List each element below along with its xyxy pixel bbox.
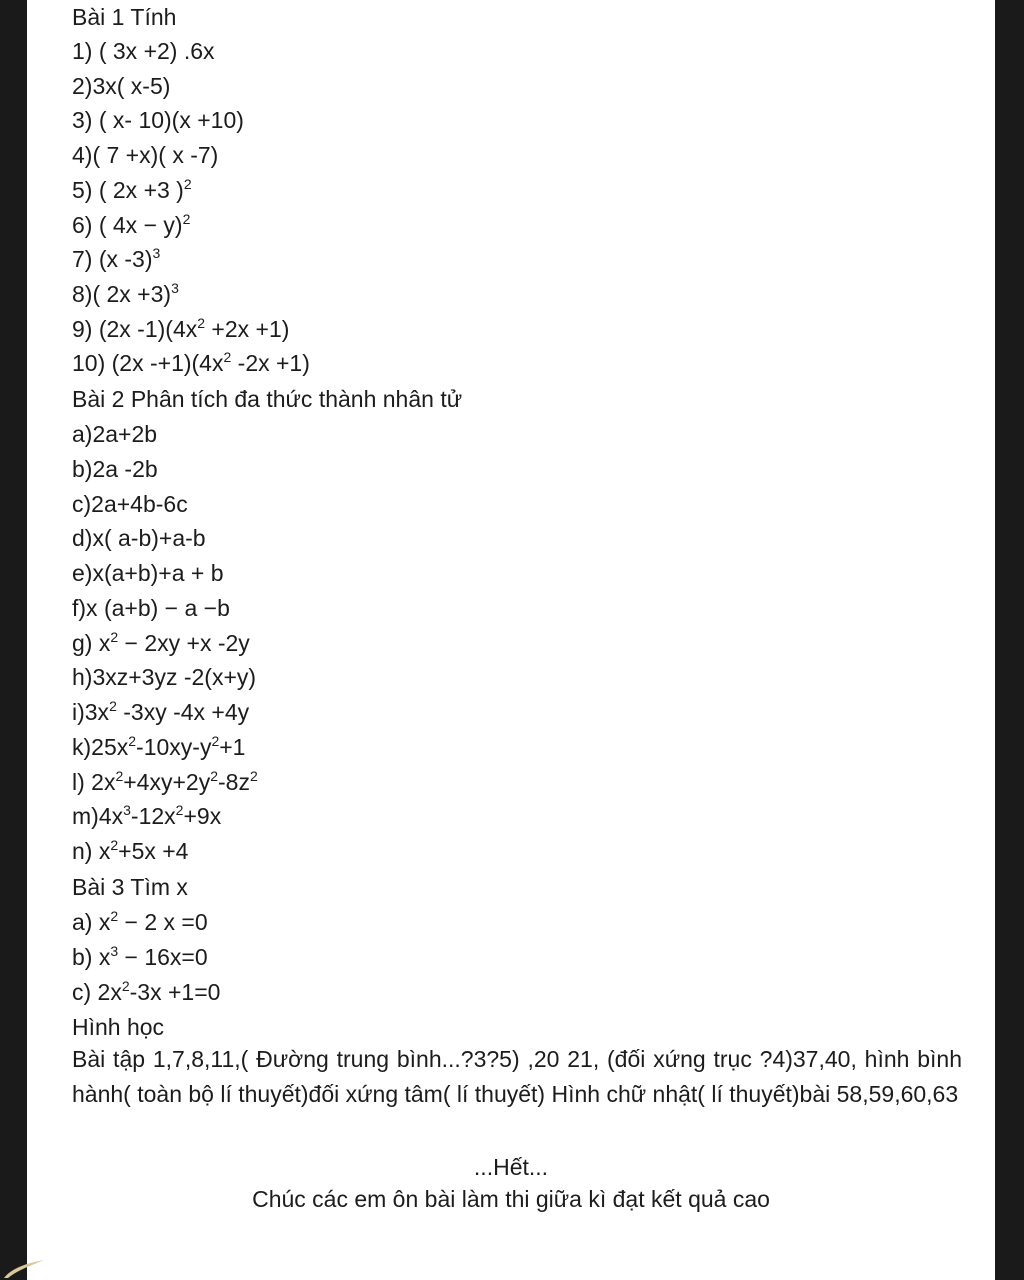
exponent: 2 xyxy=(183,175,192,192)
expression-text: b) x xyxy=(72,944,111,970)
bai2-item xyxy=(72,801,221,831)
bai2-item xyxy=(72,419,157,449)
bai3-title: Bài 3 Tìm x xyxy=(72,874,188,900)
exponent: 2 xyxy=(223,349,232,366)
expression-text: -3xy -4x +4y xyxy=(116,699,250,725)
expression-text: b)2a -2b xyxy=(72,455,158,482)
expression-text: m)4x xyxy=(72,803,124,830)
bai3-item xyxy=(72,977,220,1007)
bai1-item xyxy=(72,140,218,170)
exponent: 2 xyxy=(210,767,218,784)
exponent: 2 xyxy=(197,314,206,331)
expression-text: − 16x=0 xyxy=(118,944,208,970)
bai1-item xyxy=(72,314,289,344)
expression-text: c) 2x xyxy=(72,979,122,1005)
bai3-item xyxy=(72,942,208,972)
bai2-item xyxy=(72,628,250,658)
exponent: 3 xyxy=(123,802,131,819)
exponent: 2 xyxy=(115,767,124,784)
expression-text: +1 xyxy=(219,733,246,760)
expression-text: h)3xz+3yz -2(x+y) xyxy=(72,664,257,691)
bai1-item xyxy=(72,36,215,66)
expression-text: k)25x xyxy=(72,733,129,760)
bai1-item xyxy=(72,244,160,274)
end-text: ...Hết... xyxy=(473,1154,549,1180)
expression-text: − 2xy +x -2y xyxy=(118,629,250,656)
expression-text: c)2a+4b-6c xyxy=(72,490,188,517)
expression-text: 10) (2x -+1)(4x xyxy=(72,350,224,377)
exponent: 3 xyxy=(152,245,161,262)
hinh-hoc-title: Hình học xyxy=(72,1014,165,1040)
exponent: 3 xyxy=(110,943,119,959)
exponent: 2 xyxy=(182,210,191,227)
expression-text: i)3x xyxy=(72,699,110,725)
exponent: 2 xyxy=(110,628,119,645)
expression-text: -3x +1=0 xyxy=(129,979,221,1005)
bai1-item xyxy=(72,71,170,101)
hinh-hoc-text: Bài tập 1,7,8,11,( Đường trung bình...?3?5) ,20 21, (đối xứng trục ?4)37,40, hình bình hành( toàn bộ lí thuyết)đối xứng tâm( lí thuyết) Hình chữ nhật( lí thuyết)bài 58,59,60,63 xyxy=(72,1046,962,1107)
bai1-item xyxy=(72,105,244,135)
bai2-item xyxy=(72,454,158,484)
expression-text: d)x( a-b)+a-b xyxy=(72,525,206,552)
bai2-item xyxy=(72,732,245,762)
expression-text: a)2a+2b xyxy=(72,421,158,447)
expression-text: +9x xyxy=(183,803,222,830)
expression-text: a) x xyxy=(72,909,111,935)
bai2-item xyxy=(72,662,256,692)
exponent: 2 xyxy=(109,698,117,714)
expression-text: -2x +1) xyxy=(231,350,310,377)
exponent: 2 xyxy=(249,767,258,784)
expression-text: 4)( 7 +x)( x -7) xyxy=(72,142,219,169)
bai1-item xyxy=(72,175,192,205)
bai2-item xyxy=(72,489,188,519)
bai3-item xyxy=(72,907,208,937)
expression-text: 6) ( 4x − y) xyxy=(72,211,183,238)
exponent: 2 xyxy=(211,732,220,749)
expression-text: 7) (x -3) xyxy=(72,246,153,273)
bai2-item xyxy=(72,767,258,797)
expression-text: n) x xyxy=(72,838,111,864)
bai2-item xyxy=(72,836,188,866)
expression-text: -10xy-y xyxy=(136,733,212,760)
document-page xyxy=(27,0,995,1280)
expression-text: e)x(a+b)+a + b xyxy=(72,560,224,586)
bai2-item xyxy=(72,523,206,553)
expression-text: − 2 x =0 xyxy=(118,909,208,935)
expression-text: -12x xyxy=(130,803,176,830)
expression-text: 8)( 2x +3) xyxy=(72,280,172,307)
expression-text: +5x +4 xyxy=(118,838,189,864)
expression-text: f)x (a+b) − a −b xyxy=(72,594,230,621)
expression-text: -8z xyxy=(218,768,250,795)
bai1-item xyxy=(72,279,179,309)
exponent: 2 xyxy=(110,908,119,924)
bai2-item xyxy=(72,558,224,588)
exponent: 2 xyxy=(121,978,130,994)
expression-text: 5) ( 2x +3 ) xyxy=(72,176,184,203)
bai1-title: Bài 1 Tính xyxy=(72,4,177,30)
exponent: 2 xyxy=(175,802,184,819)
expression-text: 1) ( 3x +2) .6x xyxy=(72,38,215,64)
bai1-item xyxy=(72,348,310,378)
expression-text: 2)3x( x-5) xyxy=(72,72,171,99)
bai2-item xyxy=(72,697,249,727)
exponent: 2 xyxy=(128,732,137,749)
closing-text: Chúc các em ôn bài làm thi giữa kì đạt kết quả cao xyxy=(252,1186,770,1212)
expression-text: l) 2x xyxy=(72,768,116,795)
expression-text: +2x +1) xyxy=(205,315,290,342)
expression-text: 9) (2x -1)(4x xyxy=(72,315,198,342)
bai2-item xyxy=(72,593,230,623)
exponent: 2 xyxy=(110,837,119,853)
bai2-title: Bài 2 Phân tích đa thức thành nhân tử xyxy=(72,386,463,412)
expression-text: g) x xyxy=(72,629,111,656)
expression-text: +4xy+2y xyxy=(123,768,211,795)
exponent: 3 xyxy=(171,279,179,296)
bai1-item xyxy=(72,210,190,240)
pen-mark-icon xyxy=(0,1248,48,1280)
expression-text: 3) ( x- 10)(x +10) xyxy=(72,107,244,134)
